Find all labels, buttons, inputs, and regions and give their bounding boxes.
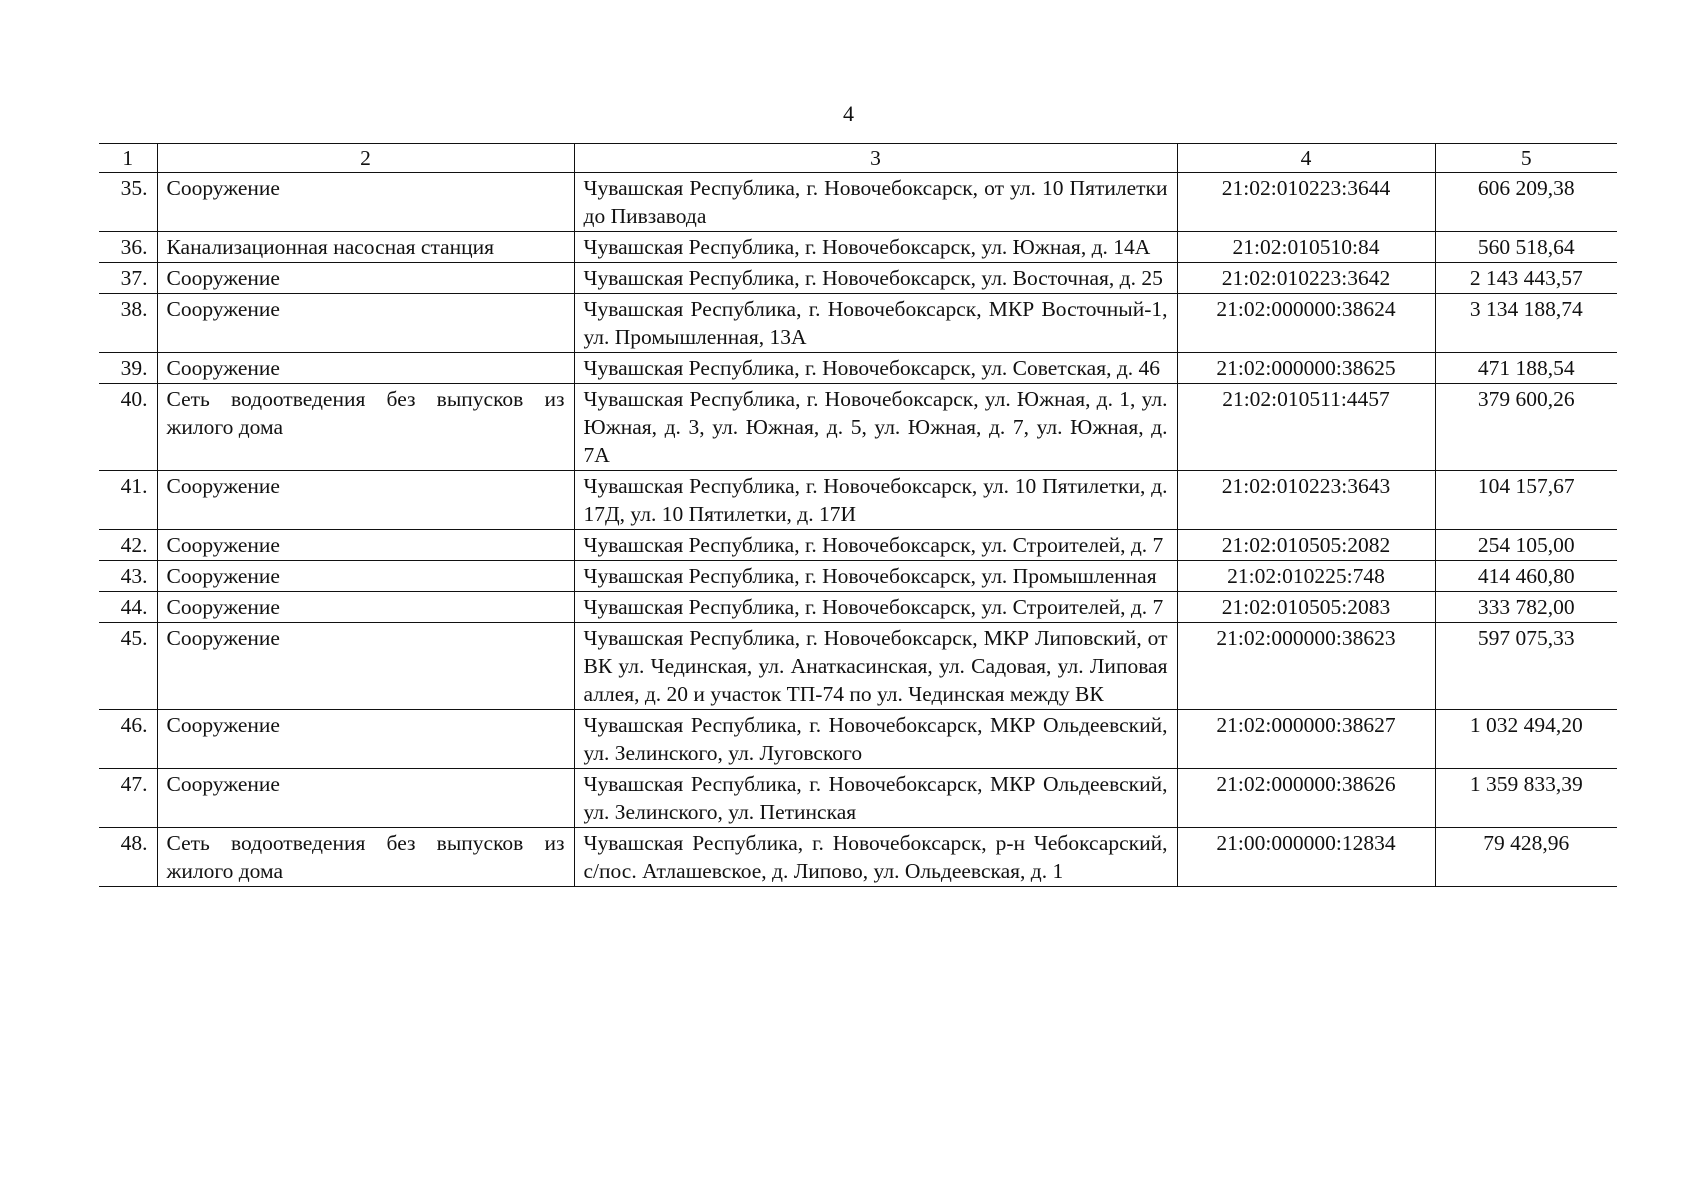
cadastral-number: 21:02:010505:2083 [1177, 592, 1435, 623]
object-address: Чувашская Республика, г. Новочебоксарск, от ул. 10 Пятилетки до Пивзавода [574, 173, 1177, 232]
object-address: Чувашская Республика, г. Новочебоксарск, ул. Восточная, д. 25 [574, 263, 1177, 294]
object-address: Чувашская Республика, г. Новочебоксарск, ул. Южная, д. 1, ул. Южная, д. 3, ул. Южная, д. 5, ул. Южная, д. 7, ул. Южная, д. 7А [574, 384, 1177, 471]
table-row [99, 232, 1617, 263]
row-number: 48. [99, 828, 157, 887]
cost-value: 606 209,38 [1435, 173, 1617, 232]
object-address: Чувашская Республика, г. Новочебоксарск, МКР Липовский, от ВК ул. Чединская, ул. Анаткасинская, ул. Садовая, ул. Липовая аллея, д. 20 и участок ТП-74 по ул. Чединская между ВК [574, 623, 1177, 710]
row-number: 36. [99, 232, 157, 263]
object-name: Сооружение [157, 471, 574, 530]
row-number: 37. [99, 263, 157, 294]
object-address: Чувашская Республика, г. Новочебоксарск, МКР Ольдеевский, ул. Зелинского, ул. Петинская [574, 769, 1177, 828]
column-header-2: 2 [157, 144, 574, 173]
property-registry-table [99, 143, 1617, 887]
object-name: Сооружение [157, 173, 574, 232]
cadastral-number: 21:02:010511:4457 [1177, 384, 1435, 471]
cost-value: 104 157,67 [1435, 471, 1617, 530]
object-name: Сооружение [157, 623, 574, 710]
cost-value: 597 075,33 [1435, 623, 1617, 710]
object-name: Сеть водоотведения без выпусков из жилого дома [157, 828, 574, 887]
object-name: Сооружение [157, 353, 574, 384]
object-name: Сооружение [157, 530, 574, 561]
column-header-4: 4 [1177, 144, 1435, 173]
row-number: 41. [99, 471, 157, 530]
cost-value: 2 143 443,57 [1435, 263, 1617, 294]
cost-value: 379 600,26 [1435, 384, 1617, 471]
page-number: 4 [843, 101, 854, 126]
cost-value: 254 105,00 [1435, 530, 1617, 561]
cadastral-number: 21:02:010510:84 [1177, 232, 1435, 263]
object-address: Чувашская Республика, г. Новочебоксарск, МКР Ольдеевский, ул. Зелинского, ул. Луговского [574, 710, 1177, 769]
table-row [99, 353, 1617, 384]
object-name: Сеть водоотведения без выпусков из жилого дома [157, 384, 574, 471]
cadastral-number: 21:02:010223:3643 [1177, 471, 1435, 530]
object-address: Чувашская Республика, г. Новочебоксарск, ул. Советская, д. 46 [574, 353, 1177, 384]
table-row [99, 384, 1617, 471]
table-body [99, 173, 1617, 887]
table-row [99, 592, 1617, 623]
cadastral-number: 21:02:000000:38625 [1177, 353, 1435, 384]
object-address: Чувашская Республика, г. Новочебоксарск, р-н Чебоксарский, с/пос. Атлашевское, д. Липово, ул. Ольдеевская, д. 1 [574, 828, 1177, 887]
object-address: Чувашская Республика, г. Новочебоксарск, ул. Промышленная [574, 561, 1177, 592]
cadastral-number: 21:02:010223:3644 [1177, 173, 1435, 232]
table-row [99, 294, 1617, 353]
column-header-5: 5 [1435, 144, 1617, 173]
row-number: 44. [99, 592, 157, 623]
table-row [99, 561, 1617, 592]
row-number: 35. [99, 173, 157, 232]
cadastral-number: 21:00:000000:12834 [1177, 828, 1435, 887]
object-name: Сооружение [157, 710, 574, 769]
object-name: Сооружение [157, 561, 574, 592]
cadastral-number: 21:02:010223:3642 [1177, 263, 1435, 294]
table-row [99, 530, 1617, 561]
object-name: Сооружение [157, 769, 574, 828]
table-row [99, 623, 1617, 710]
object-address: Чувашская Республика, г. Новочебоксарск, ул. Строителей, д. 7 [574, 530, 1177, 561]
cost-value: 414 460,80 [1435, 561, 1617, 592]
object-name: Сооружение [157, 263, 574, 294]
row-number: 42. [99, 530, 157, 561]
object-address: Чувашская Республика, г. Новочебоксарск, МКР Восточный-1, ул. Промышленная, 13А [574, 294, 1177, 353]
object-address: Чувашская Республика, г. Новочебоксарск, ул. Строителей, д. 7 [574, 592, 1177, 623]
column-header-3: 3 [574, 144, 1177, 173]
object-name: Сооружение [157, 592, 574, 623]
table-row [99, 173, 1617, 232]
object-address: Чувашская Республика, г. Новочебоксарск, ул. Южная, д. 14А [574, 232, 1177, 263]
cadastral-number: 21:02:000000:38626 [1177, 769, 1435, 828]
cost-value: 471 188,54 [1435, 353, 1617, 384]
cost-value: 333 782,00 [1435, 592, 1617, 623]
table-row [99, 710, 1617, 769]
row-number: 47. [99, 769, 157, 828]
object-address: Чувашская Республика, г. Новочебоксарск, ул. 10 Пятилетки, д. 17Д, ул. 10 Пятилетки, д. 17И [574, 471, 1177, 530]
row-number: 40. [99, 384, 157, 471]
table-header [99, 144, 1617, 173]
table-row [99, 769, 1617, 828]
table-row [99, 263, 1617, 294]
cadastral-number: 21:02:010225:748 [1177, 561, 1435, 592]
table-row [99, 828, 1617, 887]
cadastral-number: 21:02:000000:38624 [1177, 294, 1435, 353]
cost-value: 3 134 188,74 [1435, 294, 1617, 353]
row-number: 46. [99, 710, 157, 769]
table-row [99, 471, 1617, 530]
object-name: Сооружение [157, 294, 574, 353]
row-number: 39. [99, 353, 157, 384]
cadastral-number: 21:02:000000:38627 [1177, 710, 1435, 769]
column-number-row [99, 144, 1617, 173]
row-number: 43. [99, 561, 157, 592]
row-number: 45. [99, 623, 157, 710]
row-number: 38. [99, 294, 157, 353]
cost-value: 1 359 833,39 [1435, 769, 1617, 828]
column-header-1: 1 [99, 144, 157, 173]
cost-value: 79 428,96 [1435, 828, 1617, 887]
cadastral-number: 21:02:010505:2082 [1177, 530, 1435, 561]
cost-value: 1 032 494,20 [1435, 710, 1617, 769]
cost-value: 560 518,64 [1435, 232, 1617, 263]
cadastral-number: 21:02:000000:38623 [1177, 623, 1435, 710]
object-name: Канализационная насосная станция [157, 232, 574, 263]
